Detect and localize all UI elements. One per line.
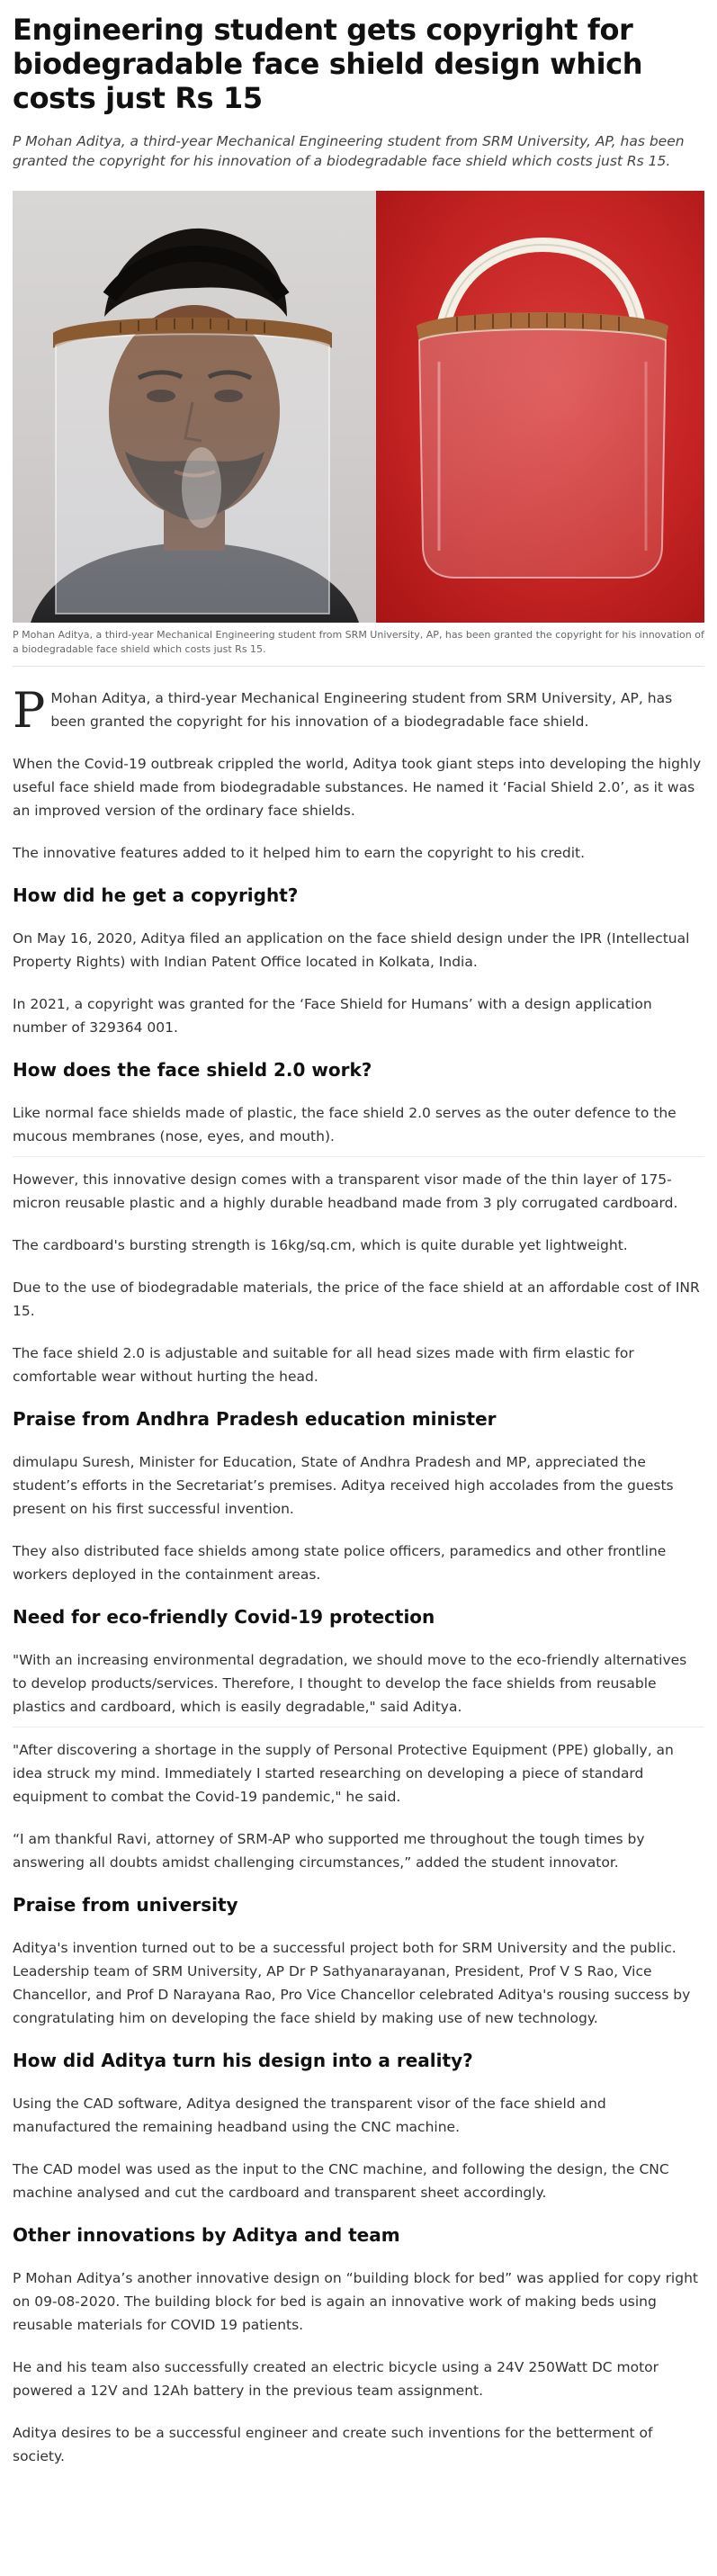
paragraph: The cardboard's bursting strength is 16kg/sq.cm, which is quite durable yet lightweight. bbox=[13, 1237, 628, 1253]
paragraph: "With an increasing environmental degradation, we should move to the eco-friendly alternatives to develop products/services. Therefore, I thought to develop the face shields from reusable plastics and cardboard, which is easily degradable," said Aditya. bbox=[13, 1652, 687, 1715]
section-heading: Other innovations by Aditya and team bbox=[13, 2224, 400, 2246]
lead-text: Mohan Aditya, a third-year Mechanical Engineering student from SRM University, AP, has been granted the copyright for his innovation of a biodegradable face shield. bbox=[50, 690, 673, 730]
paragraph: Using the CAD software, Aditya designed the transparent visor of the face shield and manufactured the remaining headband using the CNC machine. bbox=[13, 2096, 606, 2135]
article-body bbox=[13, 682, 704, 2468]
section-heading: How does the face shield 2.0 work? bbox=[13, 1059, 372, 1081]
image-caption: P Mohan Aditya, a third-year Mechanical Engineering student from SRM University, AP, has been granted the copyright for his innovation of a biodegradable face shield which costs just Rs 15. bbox=[13, 628, 704, 667]
hero-image bbox=[13, 191, 704, 623]
paragraph: However, this innovative design comes with a transparent visor made of the thin layer of 175-micron reusable plastic and a highly durable headband made from 3 ply corrugated cardboard. bbox=[13, 1171, 678, 1211]
paragraph: P Mohan Aditya’s another innovative design on “building block for bed” was applied for copy right on 09-08-2020. The building block for bed is again an innovative work of making beds using reusable materials for COVID 19 patients. bbox=[13, 2270, 698, 2333]
article-standfirst: P Mohan Aditya, a third-year Mechanical Engineering student from SRM University, AP, has been granted the copyright for his innovation of a biodegradable face shield which costs just Rs 15. bbox=[13, 133, 685, 169]
paragraph: On May 16, 2020, Aditya filed an application on the face shield design under the IPR (Intellectual Property Rights) with Indian Patent Office located in Kolkata, India. bbox=[13, 930, 690, 970]
paragraph: When the Covid-19 outbreak crippled the world, Aditya took giant steps into developing the highly useful face shield made from biodegradable substances. He named it ‘Facial Shield 2.0’, as it was an improved version of the ordinary face shields. bbox=[13, 756, 702, 819]
section-heading: Praise from university bbox=[13, 1894, 238, 1916]
section-heading: How did Aditya turn his design into a reality? bbox=[13, 2050, 473, 2071]
paragraph: Aditya's invention turned out to be a successful project both for SRM University and the public. Leadership team of SRM University, AP Dr P Sathyanarayanan, President, Prof V S Rao, Vice Chancellor, and Prof D Narayana Rao, Pro Vice Chancellor celebrated Aditya's rousing success by congratulating him on developing the face shield by making use of new technology. bbox=[13, 1940, 691, 2026]
paragraph: The CAD model was used as the input to the CNC machine, and following the design, the CNC machine analysed and cut the cardboard and transparent sheet accordingly. bbox=[13, 2161, 669, 2201]
divider bbox=[13, 1727, 704, 1728]
paragraph: In 2021, a copyright was granted for the ‘Face Shield for Humans’ with a design application number of 329364 001. bbox=[13, 996, 652, 1036]
face-shield-product-photo bbox=[376, 191, 704, 623]
paragraph: Due to the use of biodegradable materials, the price of the face shield at an affordable cost of INR 15. bbox=[13, 1279, 700, 1319]
student-photo-illustration bbox=[13, 191, 376, 623]
drop-cap: P bbox=[13, 682, 46, 739]
paragraph: The face shield 2.0 is adjustable and suitable for all head sizes made with firm elastic for comfortable wear without hurting the head. bbox=[13, 1345, 634, 1385]
lead-paragraph bbox=[13, 682, 704, 739]
student-wearing-face-shield-photo bbox=[13, 191, 376, 623]
article-headline: Engineering student gets copyright for biodegradable face shield design which costs just Rs 15 bbox=[13, 13, 643, 115]
paragraph: "After discovering a shortage in the supply of Personal Protective Equipment (PPE) globally, an idea struck my mind. Immediately I started researching on developing a piece of standard equipment to combat the Covid-19 pandemic," he said. bbox=[13, 1742, 674, 1805]
section-heading: Need for eco-friendly Covid-19 protection bbox=[13, 1606, 435, 1628]
section-heading: How did he get a copyright? bbox=[13, 884, 299, 906]
paragraph: dimulapu Suresh, Minister for Education, State of Andhra Pradesh and MP, appreciated the student’s efforts in the Secretariat’s premises. Aditya received high accolades from the guests present on his first successful invention. bbox=[13, 1454, 674, 1517]
paragraph: They also distributed face shields among state police officers, paramedics and other frontline workers deployed in the containment areas. bbox=[13, 1543, 667, 1583]
article bbox=[0, 13, 717, 2468]
paragraph: “I am thankful Ravi, attorney of SRM-AP who supported me throughout the tough times by answering all doubts amidst challenging circumstances,” added the student innovator. bbox=[13, 1831, 645, 1871]
paragraph: The innovative features added to it helped him to earn the copyright to his credit. bbox=[13, 845, 586, 861]
paragraph: Aditya desires to be a successful engineer and create such inventions for the betterment of society. bbox=[13, 2425, 653, 2464]
paragraph: He and his team also successfully created an electric bicycle using a 24V 250Watt DC motor powered a 12V and 12Ah battery in the previous team assignment. bbox=[13, 2359, 659, 2399]
section-heading: Praise from Andhra Pradesh education minister bbox=[13, 1408, 497, 1430]
divider bbox=[13, 1156, 704, 1157]
paragraph: Like normal face shields made of plastic, the face shield 2.0 serves as the outer defence to the mucous membranes (nose, eyes, and mouth). bbox=[13, 1105, 677, 1144]
face-shield-illustration bbox=[376, 191, 704, 623]
